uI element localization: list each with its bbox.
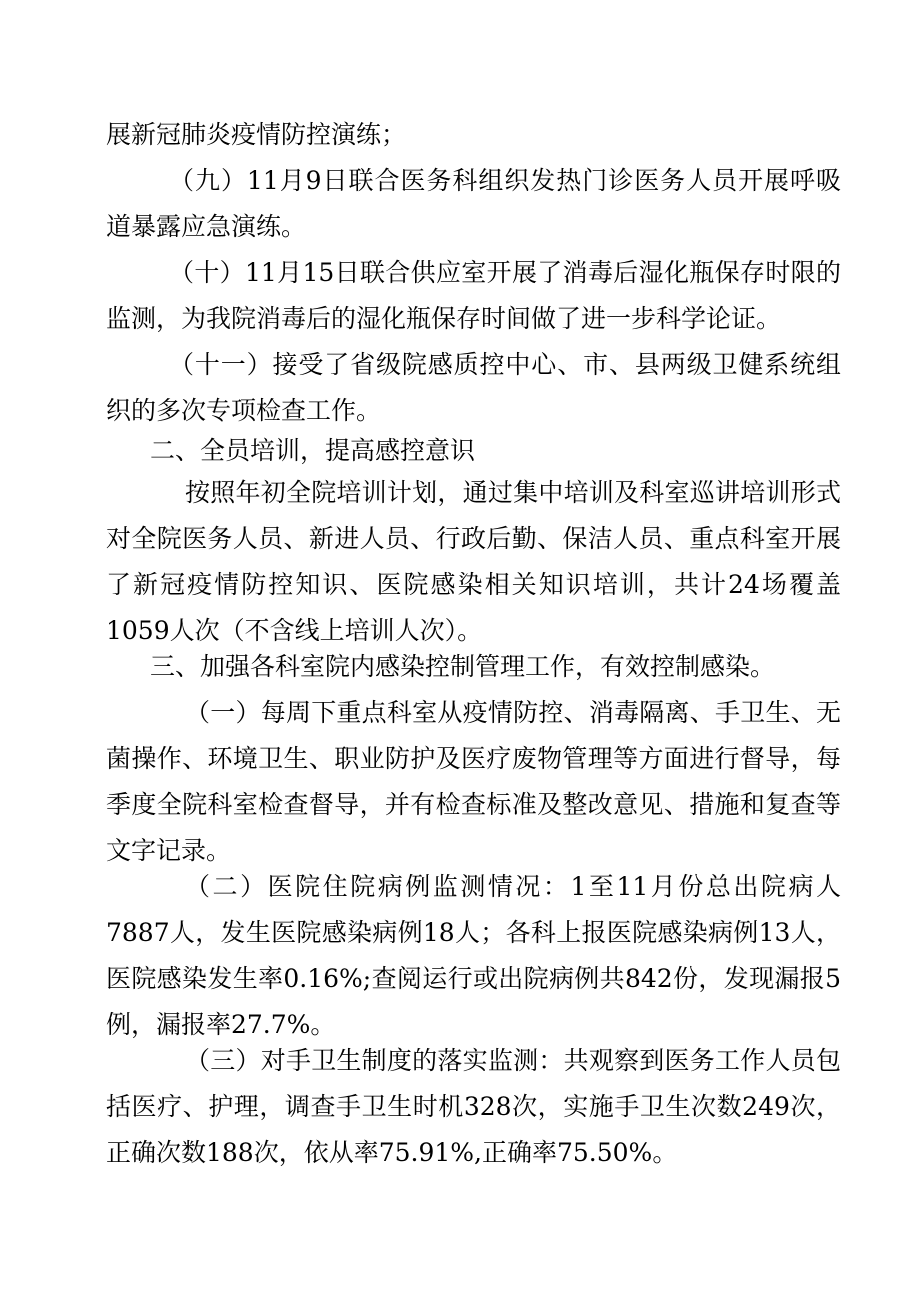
paragraph-sub-2: （二）医院住院病例监测情况：1至11月份总出院病人7887人，发生医院感染病例18人；各科上报医院感染病例13人，医院感染发生率0.16%;查阅运行或出院病例共842份，发现漏报5例，漏报率27.7%。 [106, 872, 841, 1039]
paragraph-sub-1: （一）每周下重点科室从疫情防控、消毒隔离、手卫生、无菌操作、环境卫生、职业防护及医疗废物管理等方面进行督导，每季度全院科室检查督导，并有检查标准及整改意见、措施和复查等文字记录。 [106, 698, 841, 865]
paragraph-continuation: 展新冠肺炎疫情防控演练； [106, 120, 407, 149]
paragraph-item-9: （九）11月9日联合医务科组织发热门诊医务人员开展呼吸道暴露应急演练。 [106, 166, 841, 241]
paragraph-item-10: （十）11月15日联合供应室开展了消毒后湿化瓶保存时限的监测，为我院消毒后的湿化瓶保存时间做了进一步科学论证。 [106, 258, 841, 333]
section-heading-3: 三、加强各科室院内感染控制管理工作，有效控制感染。 [150, 652, 776, 681]
paragraph-item-11: （十一）接受了省级院感质控中心、市、县两级卫健系统组织的多次专项检查工作。 [106, 350, 841, 425]
section-heading-2: 二、全员培训，提高感控意识 [150, 436, 476, 465]
paragraph-training: 按照年初全院培训计划，通过集中培训及科室巡讲培训形式对全院医务人员、新进人员、行政后勤、保洁人员、重点科室开展了新冠疫情防控知识、医院感染相关知识培训，共计24场覆盖1059人次（不含线上培训人次）。 [106, 478, 841, 645]
paragraph-sub-3: （三）对手卫生制度的落实监测：共观察到医务工作人员包括医疗、护理，调查手卫生时机328次，实施手卫生次数249次，正确次数188次，依从率75.91%,正确率75.50%。 [106, 1046, 841, 1167]
